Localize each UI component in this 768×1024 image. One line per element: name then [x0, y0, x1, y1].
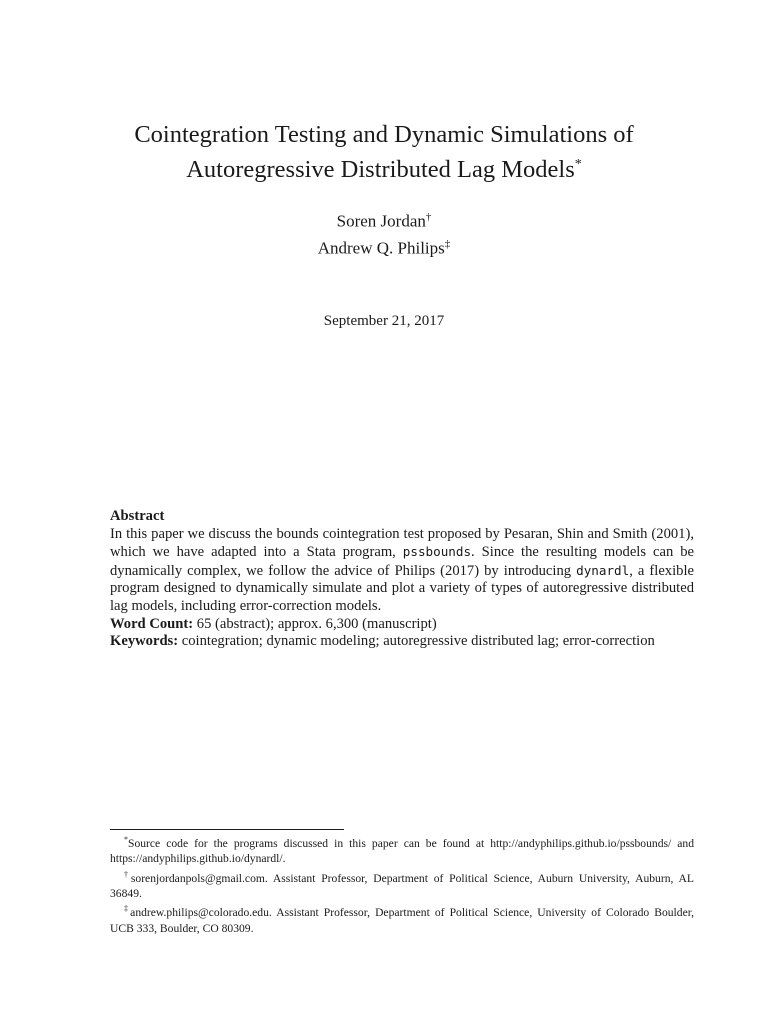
abstract-text-3: , a flexible program designed to dynamically simulate and plot a variety of types of autoregressive distributed lag models, including error-correction models.	[110, 562, 694, 614]
code-dynardl: dynardl	[576, 562, 630, 578]
keywords-value: cointegration; dynamic modeling; autoregressive distributed lag; error-correction	[181, 633, 655, 650]
title-line-2: Autoregressive Distributed Lag Models	[186, 156, 575, 184]
paper-date: September 21, 2017	[323, 313, 445, 329]
author-1	[0, 206, 768, 233]
author-2	[0, 233, 768, 260]
author-footnote-mark: ‡	[444, 237, 451, 250]
word-count-value: 65 (abstract); approx. 6,300 (manuscript)	[196, 615, 437, 632]
keywords-line	[110, 633, 694, 651]
author-name: Andrew Q. Philips	[317, 238, 445, 258]
footnote-mark: *	[124, 835, 128, 844]
footnote-text: andrew.philips@colorado.edu. Assistant Professor, Department of Political Science, University of Colorado Boulder, UCB 333, Boulder, CO 80309.	[110, 906, 695, 935]
author-footnote-mark: †	[425, 211, 432, 223]
footnote-divider	[110, 829, 344, 830]
title-line-1: Cointegration Testing and Dynamic Simulations of	[134, 121, 634, 148]
footnote-text: Source code for the programs discussed in this paper can be found at http://andyphilips.github.io/pssbounds/ and https://andyphilips.github.io/dynardl/.	[110, 836, 694, 866]
abstract-body	[110, 526, 694, 616]
abstract-text-1: In this paper we discuss the bounds cointegration test proposed by Pesaran, Shin and Smith (2001), which we have adapted into a Stata program,	[110, 525, 694, 561]
footnote-1	[110, 832, 694, 867]
footnote-mark: †	[124, 869, 131, 879]
author-name: Soren Jordan	[336, 211, 426, 231]
word-count-line	[110, 616, 694, 634]
paper-title	[0, 120, 768, 185]
footnotes-section	[110, 832, 694, 936]
footnote-3	[110, 901, 694, 936]
title-footnote-mark: *	[574, 157, 582, 172]
code-pssbounds: pssbounds	[402, 544, 472, 560]
keywords-label: Keywords:	[110, 633, 179, 650]
word-count-label: Word Count:	[110, 615, 194, 632]
footnote-2	[110, 867, 694, 902]
abstract-heading: Abstract	[110, 508, 165, 524]
abstract-text-2: . Since the resulting models can be dynamically complex, we follow the advice of Philips (2017) by introducing	[110, 544, 694, 579]
footnote-text: sorenjordanpols@gmail.com. Assistant Professor, Department of Political Science, Auburn University, Auburn, AL 36849.	[110, 871, 695, 900]
abstract-section	[110, 508, 694, 651]
author-list	[0, 206, 768, 259]
footnote-mark: ‡	[124, 904, 131, 914]
